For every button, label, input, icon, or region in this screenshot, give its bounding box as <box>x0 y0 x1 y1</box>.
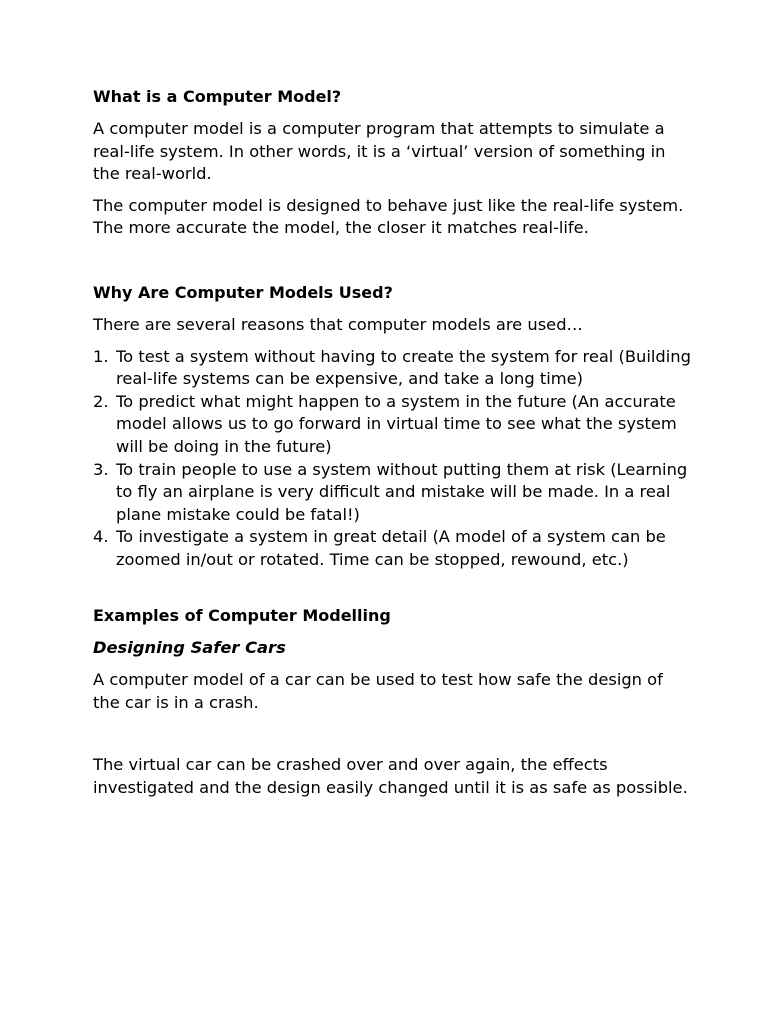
section-heading-what-is-model: What is a Computer Model? <box>93 87 342 106</box>
document-page <box>93 86 693 808</box>
paragraph-car-model: A computer model of a car can be used to test how safe the design of the car is in a crash. <box>93 670 663 712</box>
list-item-number: 4. <box>93 527 109 547</box>
list-item-text: To predict what might happen to a system in the future (An accurate model allows us to go forward in virtual time to see what the system will be doing in the future) <box>116 391 677 456</box>
list-item-number: 2. <box>93 391 109 411</box>
spacer <box>93 723 693 754</box>
list-item <box>93 346 693 391</box>
reasons-list <box>93 346 693 572</box>
section-heading-why-used: Why Are Computer Models Used? <box>93 282 393 302</box>
section-heading-examples: Examples of Computer Modelling <box>93 605 391 625</box>
subheading-safer-cars: Designing Safer Cars <box>93 637 286 657</box>
paragraph-virtual-car: The virtual car can be crashed over and over again, the effects investigated and the design easily changed until it is as safe as possible. <box>93 755 688 797</box>
list-item <box>93 526 693 571</box>
list-item-number: 1. <box>93 346 109 366</box>
list-item-text: To train people to use a system without putting them at risk (Learning to fly an airplane is very difficult and mistake will be made. In a real plane mistake could be fatal!) <box>116 459 688 524</box>
spacer <box>93 249 693 282</box>
list-item <box>93 459 693 527</box>
paragraph-behaviour: The computer model is designed to behave just like the real-life system. The more accurate the model, the closer it matches real-life. <box>93 195 684 238</box>
list-item-text: To investigate a system in great detail (A model of a system can be zoomed in/out or rotated. Time can be stopped, rewound, etc.) <box>116 527 666 569</box>
paragraph-definition: A computer model is a computer program that attempts to simulate a real-life system. In other words, it is a ‘virtual’ version of something in the real-world. <box>93 119 666 184</box>
list-item-text: To test a system without having to create the system for real (Building real-life systems can be expensive, and take a long time) <box>116 346 691 389</box>
list-item <box>93 391 693 459</box>
list-item-number: 3. <box>93 459 109 479</box>
spacer <box>93 572 693 605</box>
paragraph-reasons-intro: There are several reasons that computer models are used… <box>93 314 583 334</box>
